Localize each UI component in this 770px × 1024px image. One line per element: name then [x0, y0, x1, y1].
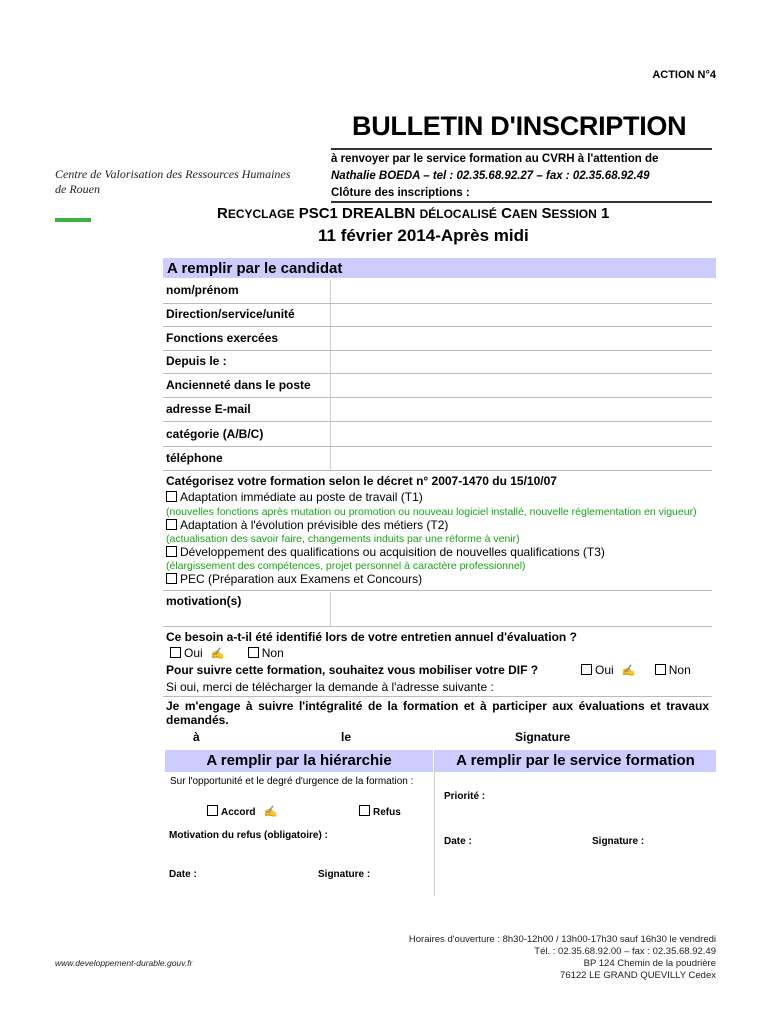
pencil-icon: ✍: [210, 648, 225, 660]
option-t2[interactable]: Adaptation à l'évolution prévisible des métiers (T2): [166, 518, 448, 532]
row-rule: [163, 303, 712, 304]
engagement-text: Je m'engage à suivre l'intégralité de la formation et à participer aux évaluations et travaux demandés.: [166, 699, 709, 727]
footer-address: BP 124 Chemin de la poudrière: [583, 958, 716, 969]
label-non: Non: [261, 646, 284, 660]
checkbox-dif-non[interactable]: [655, 664, 666, 675]
checkbox-t1[interactable]: [166, 491, 177, 502]
option-pec[interactable]: PEC (Préparation aux Examens et Concours): [166, 572, 422, 586]
place-label: à: [193, 730, 200, 744]
organization-name: [55, 167, 290, 197]
title-rule: [331, 148, 712, 150]
categorize-title: Catégorisez votre formation selon le décret n° 2007-1470 du 15/10/07: [166, 474, 557, 488]
motivation-divider: [330, 592, 331, 626]
fields-divider: [330, 280, 331, 471]
label-oui: Oui: [595, 663, 614, 677]
opportunity-label: Sur l'opportunité et le degré d'urgence de la formation :: [170, 776, 414, 787]
candidate-section-title: A remplir par le candidat: [167, 260, 343, 277]
hierarchy-section-header: [165, 750, 433, 772]
row-rule: [163, 350, 712, 351]
checkbox-t2[interactable]: [166, 519, 177, 530]
checkbox-dif-oui[interactable]: [581, 664, 592, 675]
priority-label: Priorité :: [444, 791, 486, 802]
service-date-label: Date :: [444, 836, 472, 847]
hierarchy-title: A remplir par la hiérarchie: [206, 752, 392, 769]
refusal-motivation-label: Motivation du refus (obligatoire) :: [169, 830, 328, 841]
section-divider: [434, 750, 435, 896]
green-accent-bar: [55, 218, 91, 222]
course-date: 11 février 2014-Après midi: [318, 226, 529, 245]
row-rule: [163, 446, 712, 447]
note-t2: (actualisation des savoir faire, changements induits par une réforme à venir): [166, 533, 520, 545]
row-rule: [163, 373, 712, 374]
row-rule: [163, 590, 712, 591]
hierarchy-signature-label: Signature :: [318, 869, 371, 880]
field-label-name: nom/prénom: [166, 283, 239, 297]
candidate-signature-label: Signature: [515, 730, 571, 744]
date-label: le: [341, 730, 352, 744]
send-rule: [331, 201, 712, 203]
field-label-seniority: Ancienneté dans le poste: [166, 378, 311, 392]
service-signature-label: Signature :: [592, 836, 645, 847]
field-label-email: adresse E-mail: [166, 402, 251, 416]
row-rule: [163, 626, 712, 627]
send-instructions: [331, 151, 658, 202]
footer-city: 76122 LE GRAND QUEVILLY Cedex: [560, 970, 716, 981]
refus-option[interactable]: Refus: [359, 805, 401, 818]
checkbox-pec[interactable]: [166, 573, 177, 584]
entretien-options: [170, 646, 284, 660]
website-link[interactable]: www.developpement-durable.gouv.fr: [55, 958, 193, 968]
question-dif: Pour suivre cette formation, souhaitez vous mobiliser votre DIF ?: [166, 663, 539, 677]
note-t1: (nouvelles fonctions après mutation ou promotion ou nouveau logiciel installé, nouvelle réglementation en vigueur): [166, 506, 697, 518]
field-label-category: catégorie (A/B/C): [166, 427, 264, 441]
footer-phone: Tél. : 02.35.68.92.00 – fax : 02.35.68.92.49: [534, 946, 716, 957]
row-rule: [163, 397, 712, 398]
opening-hours: Horaires d'ouverture : 8h30-12h00 / 13h00-17h30 sauf 16h30 le vendredi: [408, 934, 716, 945]
pencil-icon: ✍: [263, 806, 278, 818]
motivation-label: motivation(s): [166, 594, 242, 608]
org-line-1: Centre de Valorisation des Ressources Humaines: [55, 167, 291, 181]
org-line-2: de Rouen: [55, 182, 100, 196]
candidate-section-header: [163, 258, 716, 278]
dif-note: Si oui, merci de télécharger la demande à l'adresse suivante :: [166, 680, 494, 694]
course-title: RECYCLAGE PSC1 DREALBN DÉLOCALISÉ CAEN SESSION 1: [217, 205, 610, 222]
field-label-phone: téléphone: [166, 451, 223, 465]
action-number: ACTION N°4: [652, 69, 716, 81]
checkbox-refus[interactable]: [359, 805, 370, 816]
checkbox-t3[interactable]: [166, 546, 177, 557]
service-title: A remplir par le service formation: [456, 752, 695, 769]
closing-date-label: Clôture des inscriptions :: [331, 187, 470, 199]
field-label-direction: Direction/service/unité: [166, 307, 295, 321]
option-t1[interactable]: Adaptation immédiate au poste de travail (T1): [166, 490, 423, 504]
label-oui: Oui: [184, 646, 203, 660]
send-line-1: à renvoyer par le service formation au CVRH à l'attention de: [331, 153, 659, 165]
question-entretien: Ce besoin a-t-il été identifié lors de votre entretien annuel d'évaluation ?: [166, 630, 577, 644]
document-title: BULLETIN D'INSCRIPTION: [352, 111, 687, 141]
checkbox-accord[interactable]: [207, 805, 218, 816]
note-t3: (élargissement des compétences, projet personnel à caractère professionnel): [166, 560, 526, 572]
dif-options: [581, 663, 691, 677]
footer-contact: [409, 934, 716, 982]
row-rule: [163, 696, 712, 697]
field-label-since: Depuis le :: [166, 354, 227, 368]
row-rule: [163, 421, 712, 422]
checkbox-entretien-non[interactable]: [248, 647, 259, 658]
row-rule: [163, 326, 712, 327]
hierarchy-date-label: Date :: [169, 869, 197, 880]
field-label-functions: Fonctions exercées: [166, 331, 279, 345]
row-rule: [163, 470, 712, 471]
service-section-header: [435, 750, 716, 772]
send-contact: Nathalie BOEDA – tel : 02.35.68.92.27 – fax : 02.35.68.92.49: [331, 170, 650, 182]
pencil-icon: ✍: [621, 665, 636, 677]
option-t3[interactable]: Développement des qualifications ou acquisition de nouvelles qualifications (T3): [166, 545, 605, 559]
accord-option[interactable]: Accord ✍: [207, 805, 277, 818]
label-non: Non: [668, 663, 691, 677]
checkbox-entretien-oui[interactable]: [170, 647, 181, 658]
